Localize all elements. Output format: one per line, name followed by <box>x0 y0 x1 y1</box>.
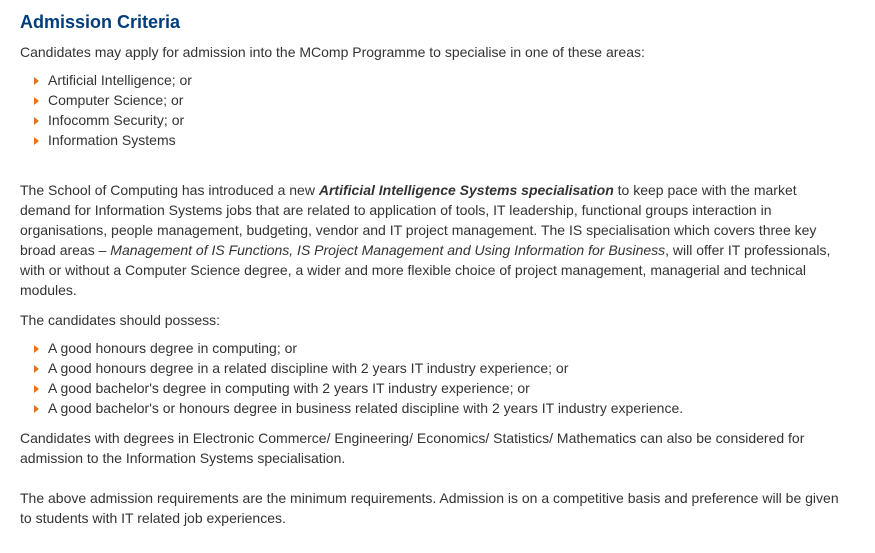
is-areas-emphasis: Management of IS Functions, IS Project Management and Using Information for Business <box>110 242 666 258</box>
list-item-text: A good honours degree in computing; or <box>48 340 298 356</box>
school-paragraph-text-3: , will offer IT professionals, with or without a Computer Science degree, a wider and more flexible choice of project management, managerial and technical modules. <box>20 242 831 298</box>
list-item <box>34 338 850 358</box>
list-item <box>34 378 850 398</box>
bullet-arrow-icon <box>34 77 39 85</box>
list-item-text: Information Systems <box>48 132 176 148</box>
list-item-text: A good bachelor's or honours degree in business related discipline with 2 years IT industry experience. <box>48 400 684 416</box>
list-item-text: Infocomm Security; or <box>48 112 185 128</box>
intro-paragraph: Candidates may apply for admission into the MComp Programme to specialise in one of these areas: <box>20 44 645 60</box>
list-item-text: A good bachelor's degree in computing with 2 years IT industry experience; or <box>48 380 530 396</box>
requirements-list <box>20 338 850 418</box>
list-item-text: Artificial Intelligence; or <box>48 72 192 88</box>
list-item <box>34 110 850 130</box>
list-item <box>34 358 850 378</box>
school-paragraph-text-2: to keep pace with the market demand for Information Systems jobs that are related to application of tools, IT leadership, functional groups interaction in organisations, people management, budgeting, vendor and IT project management. The IS specialisation which covers three key broad areas – <box>20 182 817 258</box>
minimum-requirements-paragraph: The above admission requirements are the minimum requirements. Admission is on a competitive basis and preference will be given to students with IT related job experiences. <box>20 490 839 526</box>
list-item <box>34 130 850 150</box>
list-item-text: A good honours degree in a related discipline with 2 years IT industry experience; or <box>48 360 569 376</box>
bullet-arrow-icon <box>34 345 39 353</box>
list-item <box>34 70 850 90</box>
bullet-arrow-icon <box>34 365 39 373</box>
school-paragraph-text-1: The School of Computing has introduced a new <box>20 182 319 198</box>
admission-criteria-section <box>20 10 850 528</box>
bullet-arrow-icon <box>34 405 39 413</box>
bullet-arrow-icon <box>34 117 39 125</box>
degrees-consideration-paragraph: Candidates with degrees in Electronic Commerce/ Engineering/ Economics/ Statistics/ Mathematics can also be considered for admission to the Information Systems specialisation. <box>20 430 805 466</box>
school-paragraph <box>20 180 850 300</box>
bullet-arrow-icon <box>34 137 39 145</box>
list-item-text: Computer Science; or <box>48 92 184 108</box>
specialisation-areas-list <box>20 70 850 150</box>
list-item <box>34 90 850 110</box>
bullet-arrow-icon <box>34 385 39 393</box>
possess-paragraph: The candidates should possess: <box>20 312 221 328</box>
bullet-arrow-icon <box>34 97 39 105</box>
ai-systems-specialisation-emphasis: Artificial Intelligence Systems specialisation <box>318 182 614 198</box>
list-item <box>34 398 850 418</box>
page-title: Admission Criteria <box>20 12 181 32</box>
